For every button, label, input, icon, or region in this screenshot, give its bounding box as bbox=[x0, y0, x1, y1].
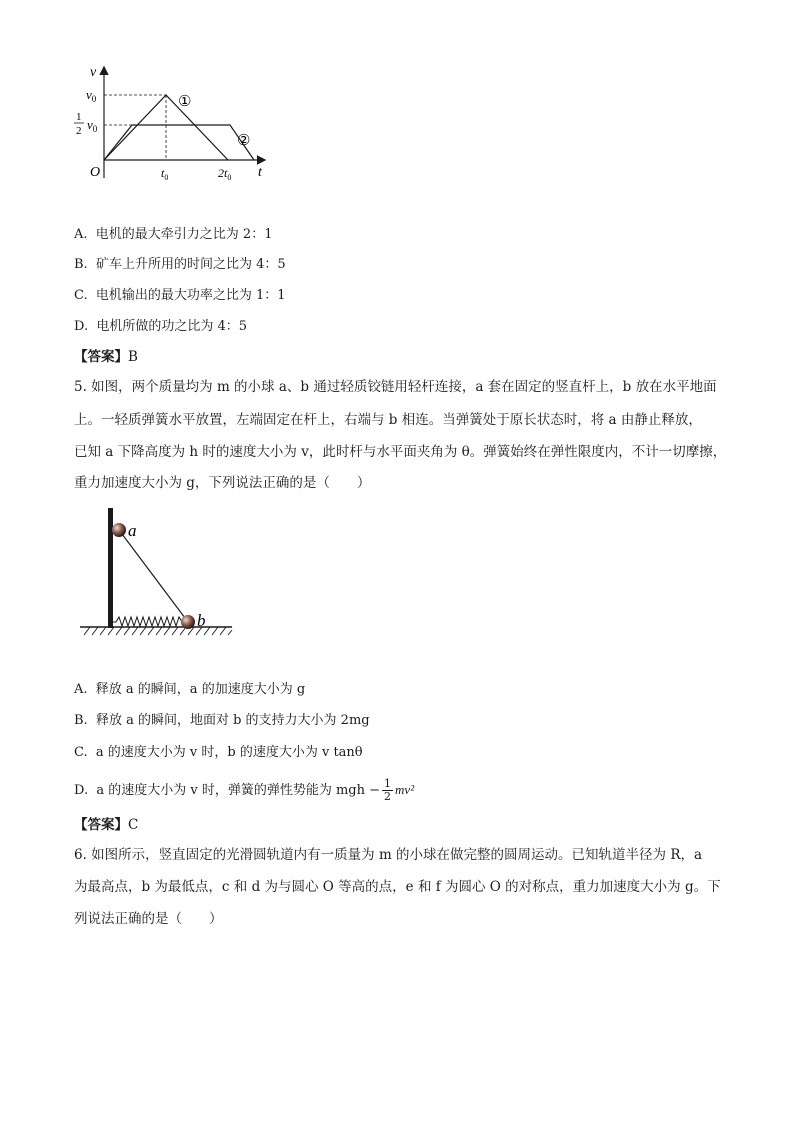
vertical-rod bbox=[108, 508, 113, 628]
q4-option-c: C. 电机输出的最大功率之比为 1：1 bbox=[74, 288, 286, 303]
q4-option-b: B. 矿车上升所用的时间之比为 4：5 bbox=[74, 257, 286, 272]
curve-1-label: ① bbox=[178, 94, 192, 110]
q6-line-1: 6. 如图所示，竖直固定的光滑圆轨道内有一质量为 m 的小球在做完整的圆周运动。已知轨道半径为 R，a bbox=[74, 847, 703, 863]
2t0-sub: 0 bbox=[227, 173, 232, 182]
q4-option-d: D. 电机所做的功之比为 4：5 bbox=[74, 319, 248, 334]
origin-label: O bbox=[90, 165, 101, 180]
t0-label: t bbox=[161, 166, 165, 180]
svg-text:2t0 bbox=[218, 166, 231, 182]
q5-line-1: 5. 如图，两个质量均为 m 的小球 a、b 通过轻质铰链用轻杆连接，a 套在固定的竖直杆上，b 放在水平地面 bbox=[74, 379, 717, 395]
rod-spring-figure bbox=[76, 506, 236, 638]
q6-line-2: 为最高点，b 为最低点，c 和 d 为与圆心 O 等高的点，e 和 f 为圆心 O 的对称点，重力加速度大小为 g。下 bbox=[74, 879, 721, 895]
q4-option-a: A. 电机的最大牵引力之比为 2：1 bbox=[74, 227, 273, 242]
ball-b-label: b bbox=[197, 611, 206, 630]
half-v0-sub: 0 bbox=[92, 124, 98, 134]
svg-text:t0 bbox=[161, 166, 168, 182]
q5-line-2: 上。一轻质弹簧水平放置，左端固定在杆上，右端与 b 相连。当弹簧处于原长状态时，将 a 由静止释放， bbox=[74, 412, 702, 428]
q5-answer: 【答案】C bbox=[74, 817, 139, 833]
spring bbox=[113, 617, 184, 626]
svg-text:v0 bbox=[86, 87, 97, 104]
t0-sub: 0 bbox=[164, 173, 169, 182]
v0-sub: 0 bbox=[91, 94, 97, 104]
light-rod bbox=[119, 530, 188, 622]
vt-graph bbox=[70, 58, 280, 188]
half-num: 1 bbox=[76, 111, 82, 123]
q5-option-a: A. 释放 a 的瞬间，a 的加速度大小为 g bbox=[74, 682, 306, 697]
q5-line-3: 已知 a 下降高度为 h 时的速度大小为 v，此时杆与水平面夹角为 θ。弹簧始终在弹性限度内，不计一切摩擦， bbox=[74, 444, 727, 460]
q5-option-c: C. a 的速度大小为 v 时，b 的速度大小为 v tanθ bbox=[74, 745, 363, 760]
q5-fraction: $\frac{1}{2}$ bbox=[384, 777, 392, 803]
curve-2 bbox=[104, 125, 254, 160]
q5-option-d: D. a 的速度大小为 v 时，弹簧的弹性势能为 mgh − $\frac{1}{2}$ mv² bbox=[74, 777, 415, 803]
q4-answer: 【答案】B bbox=[74, 349, 138, 365]
axis-t-label: t bbox=[258, 165, 262, 180]
axis-v-label: v bbox=[90, 65, 97, 80]
svg-text:v0 bbox=[87, 117, 98, 134]
q6-line-3: 列说法正确的是（ ） bbox=[74, 911, 223, 927]
2t0-label: 2t bbox=[218, 166, 228, 180]
q5-option-b: B. 释放 a 的瞬间，地面对 b 的支持力大小为 2mg bbox=[74, 713, 370, 728]
v0-label: v bbox=[86, 87, 92, 102]
half-den: 2 bbox=[76, 125, 82, 137]
ball-a bbox=[112, 523, 126, 537]
half-v0-label: v bbox=[87, 117, 93, 132]
ball-a-label: a bbox=[128, 521, 137, 540]
curve-2-label: ② bbox=[237, 133, 251, 149]
q5-line-4: 重力加速度大小为 g，下列说法正确的是（ ） bbox=[74, 475, 371, 491]
ball-b bbox=[181, 615, 195, 629]
